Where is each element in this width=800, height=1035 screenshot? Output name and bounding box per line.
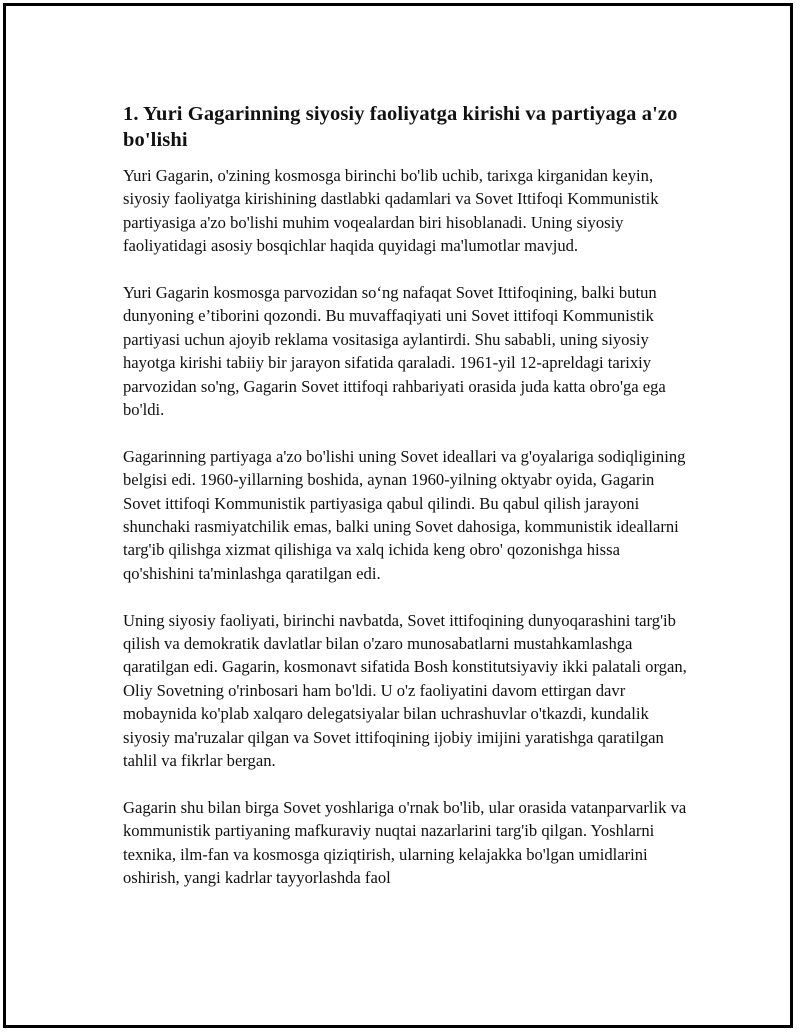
paragraph-4: Uning siyosiy faoliyati, birinchi navbatda, Sovet ittifoqining dunyoqarashini targ'ib qilish va demokratik davlatlar bilan o'zaro munosabatlarni mustahkamlashga qaratilgan edi. Gagarin, kosmonavt sifatida Bosh konstitutsiyaviy ikki palatali organ, Oliy Sovetning o'rinbosari ham bo'ldi. U o'z faoliyatini davom ettirgan davr mobaynida ko'plab xalqaro delegatsiyalar bilan uchrashuvlar o'tkazdi, kundalik siyosiy ma'ruzalar qilgan va Sovet ittifoqining ijobiy imijini yaratishga qaratilgan tahlil va fikrlar bergan. [123,610,687,771]
paragraph-5: Gagarin shu bilan birga Sovet yoshlariga o'rnak bo'lib, ular orasida vatanparvarlik va kommunistik partiyaning mafkuraviy nuqtai nazarlarini targ'ib qilgan. Yoshlarni texnika, ilm-fan va kosmosga qiziqtirish, ularning kelajakka bo'lgan umidlarini oshirish, yangi kadrlar tayyorlashda faol [123,797,687,888]
paragraph-1: Yuri Gagarin, o'zining kosmosga birinchi bo'lib uchib, tarixga kirganidan keyin, siyosiy faoliyatga kirishining dastlabki qadamlari va Sovet Ittifoqi Kommunistik partiyasiga a'zo bo'lishi muhim voqealardan biri hisoblanadi. Uning siyosiy faoliyatidagi asosiy bosqichlar haqida quyidagi ma'lumotlar mavjud. [123,166,659,256]
document-page [3,3,793,1028]
paragraph-2: Yuri Gagarin kosmosga parvozidan so‘ng nafaqat Sovet Ittifoqining, balki butun dunyoning e’tiborini qozondi. Bu muvaffaqiyati uni Sovet ittifoqi Kommunistik partiyasi uchun ajoyib reklama vositasiga aylantirdi. Shu sababli, uning siyosiy hayotga kirishi tabiiy bir jarayon sifatida qaraladi. 1961-yil 12-apreldagi tarixiy parvozidan so'ng, Gagarin Sovet ittifoqi rahbariyati orasida juda katta obro'ga ega bo'ldi. [123,283,666,420]
paragraph-3: Gagarinning partiyaga a'zo bo'lishi uning Sovet ideallari va g'oyalariga sodiqligining belgisi edi. 1960-yillarning boshida, aynan 1960-yilning oktyabr oyida, Gagarin Sovet ittifoqi Kommunistik partiyasiga qabul qilindi. Bu qabul qilish jarayoni shunchaki rasmiyatchilik emas, balki uning Sovet dahosiga, kommunistik ideallarni targ'ib qilishga xizmat qilishiga va xalq ichida keng obro' qozonishga hissa qo'shishini ta'minlashga qaratilgan edi. [123,446,686,583]
document-content [123,101,693,913]
section-heading: 1. Yuri Gagarinning siyosiy faoliyatga kirishi va partiyaga a'zo bo'lishi [123,103,678,151]
